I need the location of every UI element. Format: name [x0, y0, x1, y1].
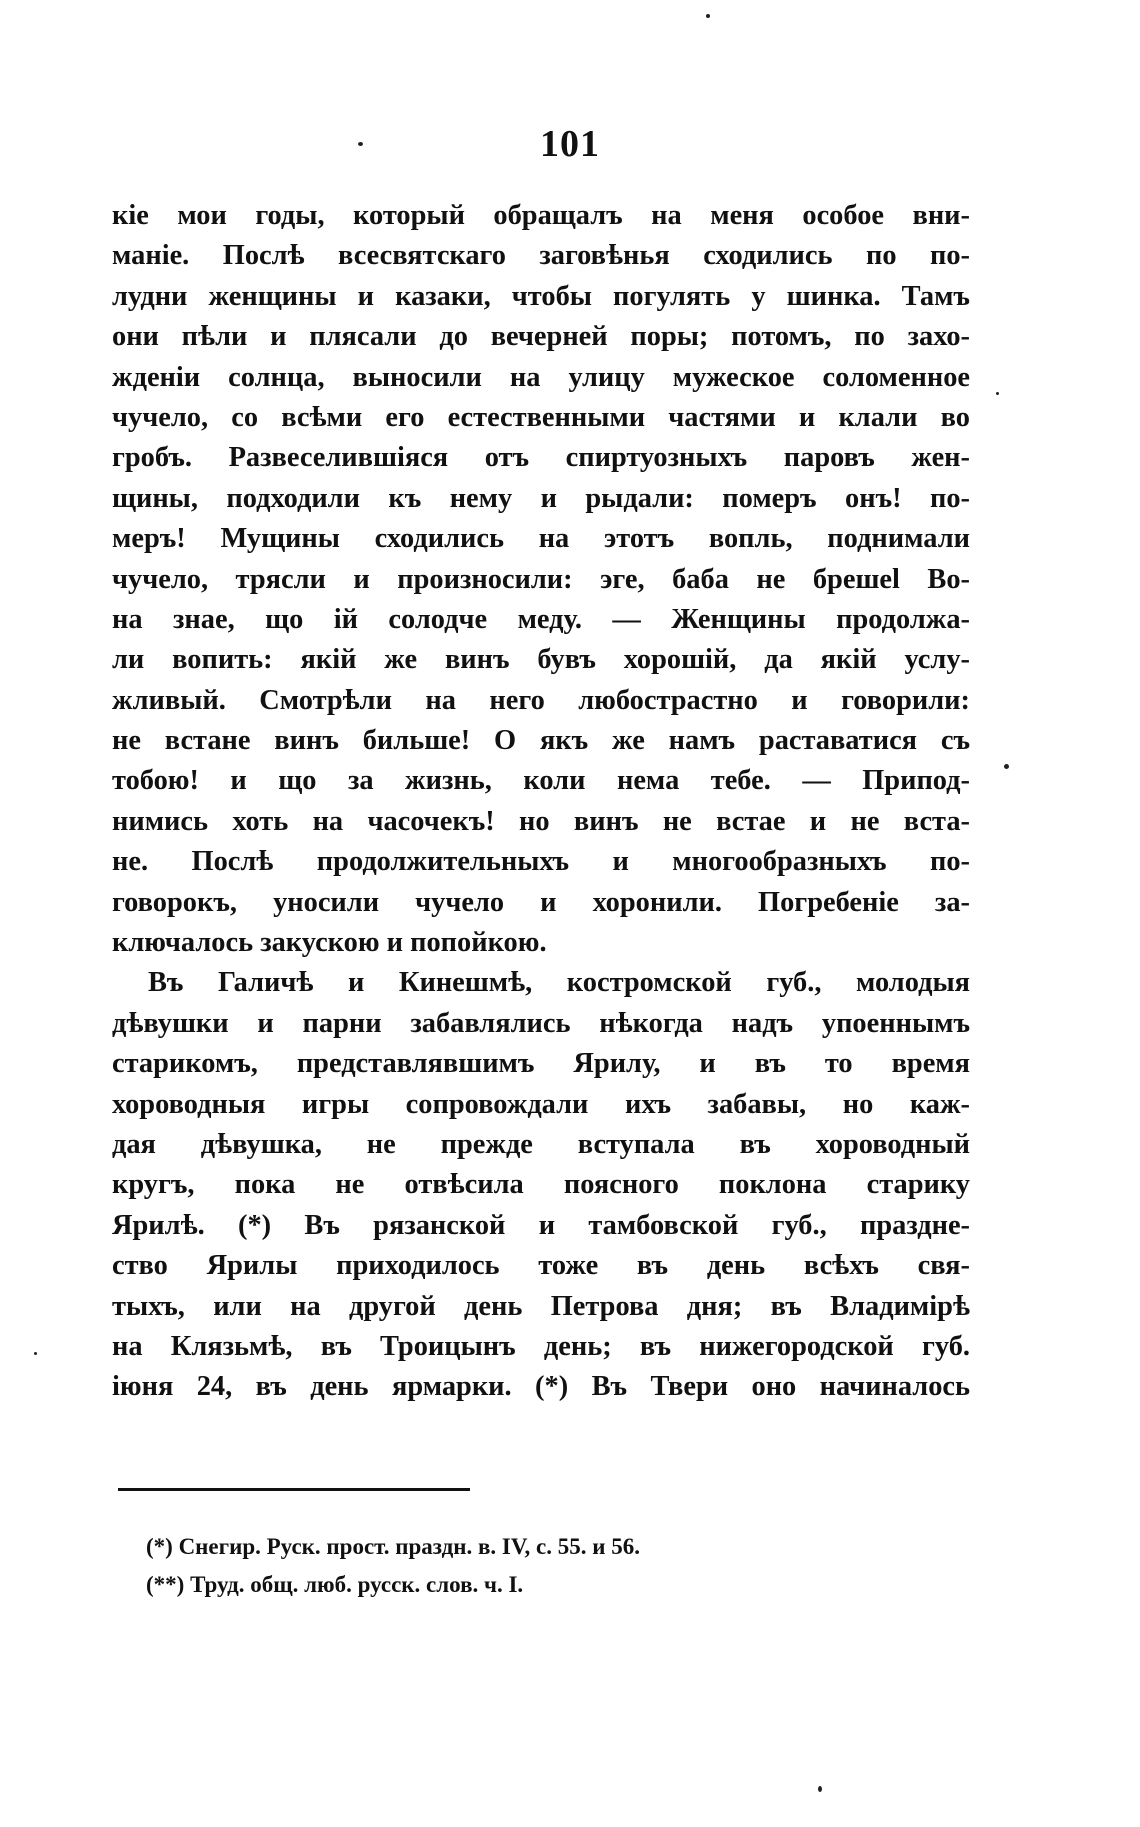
footnote: (*) Снегир. Руск. прост. праздн. в. IV, с. 55. и 56.: [146, 1534, 640, 1559]
text-line: чучело, со всѣми его естественными частями и клали во: [112, 401, 970, 433]
text-line: дая дѣвушка, не прежде вступала въ хороводный: [112, 1128, 970, 1160]
text-line: тобою! и що за жизнь, коли нема тебе. — Припод-: [112, 765, 970, 797]
text-line: лудни женщины и казаки, чтобы погулять у шинка. Тамъ: [112, 280, 970, 312]
text-line: iюня 24, въ день ярмарки. (*) Въ Твери оно начиналось: [112, 1371, 970, 1403]
page-number: 101: [540, 123, 600, 165]
scan-speck: [706, 14, 710, 18]
text-line: дѣвушки и парни забавлялись нѣкогда надъ упоеннымъ: [112, 1007, 970, 1039]
text-line: Ярилѣ. (*) Въ рязанской и тамбовской губ., праздне-: [112, 1209, 970, 1241]
text-line: не. Послѣ продолжительныхъ и многообразныхъ по-: [112, 846, 970, 878]
text-line: говорокъ, уносили чучело и хоронили. Погребенiе за-: [112, 886, 970, 918]
text-line: кругъ, пока не отвѣсила поясного поклона старику: [112, 1169, 970, 1201]
text-line: хороводныя игры сопровождали ихъ забавы, но каж-: [112, 1088, 970, 1120]
text-line: меръ! Мущины сходились на этотъ вопль, поднимали: [112, 523, 970, 555]
text-line: манiе. Послѣ всесвятскаго заговѣнья сходились по по-: [112, 240, 970, 272]
body-text: [112, 196, 970, 1408]
footnote: (**) Труд. общ. люб. русск. слов. ч. I.: [146, 1572, 524, 1597]
text-line: кiе мои годы, который обращалъ на меня особое вни-: [112, 200, 970, 231]
text-line: тыхъ, или на другой день Петрова дня; въ Владимiрѣ: [112, 1290, 970, 1322]
text-line: щины, подходили къ нему и рыдали: померъ онъ! по-: [112, 482, 970, 514]
text-line: жливый. Смотрѣли на него любострастно и говорили:: [112, 684, 970, 716]
scan-speck: [1004, 764, 1009, 769]
scan-speck: [996, 392, 999, 395]
scan-speck: [358, 142, 363, 146]
text-line: на знае, що iй солодче меду. — Женщины продолжа-: [112, 603, 970, 635]
text-line: они пѣли и плясали до вечерней поры; потомъ, по захо-: [112, 321, 970, 353]
text-line: на Клязьмѣ, въ Троицынъ день; въ нижегородской губ.: [112, 1330, 970, 1362]
scan-speck: [34, 1352, 37, 1355]
text-line: жденiи солнца, выносили на улицу мужеское соломенное: [112, 361, 970, 393]
text-line: ство Ярилы приходилось тоже въ день всѣхъ свя-: [112, 1250, 970, 1282]
text-line: ли вопить: якiй же винъ бувъ хорошiй, да якiй услу-: [112, 644, 970, 676]
footnote-divider: [118, 1488, 470, 1491]
text-line: ключалось закускою и попойкою.: [112, 927, 547, 959]
text-line: старикомъ, представлявшимъ Ярилу, и въ то время: [112, 1048, 970, 1080]
text-line: не встане винъ бильше! О якъ же намъ раставатися съ: [112, 725, 970, 757]
text-line: чучело, трясли и произносили: эге, баба не брешеl Во-: [112, 563, 970, 595]
text-line: гробъ. Развеселившiяся отъ спиртуозныхъ паровъ жен-: [112, 442, 970, 474]
footnotes: [146, 1528, 906, 1604]
scan-speck: [818, 1786, 822, 1792]
text-line: Въ Галичѣ и Кинешмѣ, костромской губ., молодыя: [148, 967, 970, 999]
text-line: нимись хоть на часочекъ! но винъ не встае и не вста-: [112, 805, 970, 837]
